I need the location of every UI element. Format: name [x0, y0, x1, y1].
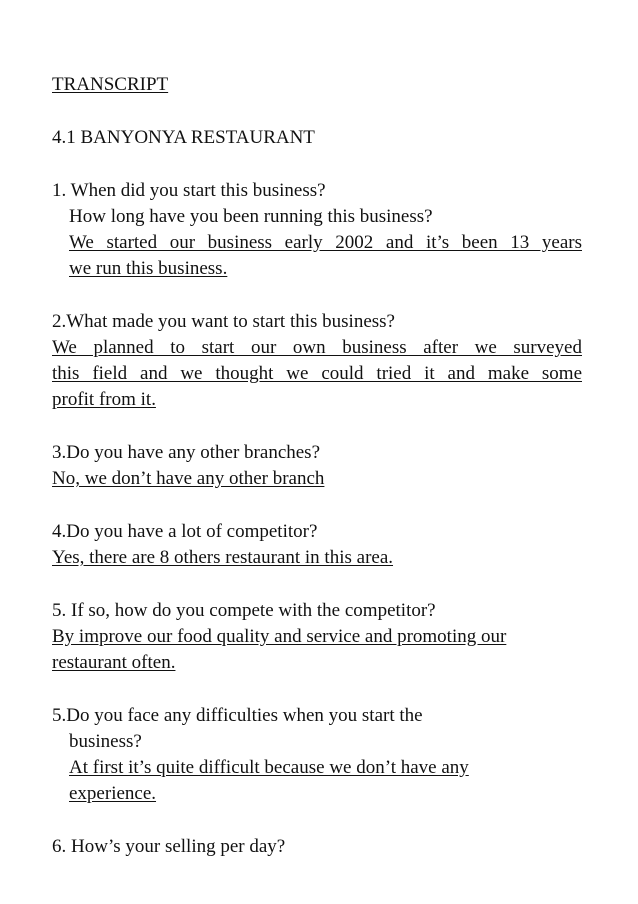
qa-block-2	[52, 309, 582, 413]
qa-block-4	[52, 519, 582, 571]
answer-text: We started our business early 2002 and it’s been 13 years	[69, 232, 582, 253]
answer-text: At first it’s quite difficult because we don’t have any	[69, 757, 469, 778]
transcript-page	[52, 72, 582, 860]
answer-line	[52, 650, 582, 676]
answer-line	[52, 545, 582, 571]
answer-line	[52, 230, 582, 256]
answer-line	[52, 755, 582, 781]
question-line: 2.What made you want to start this business?	[52, 311, 395, 332]
answer-line	[52, 387, 582, 413]
answer-text: we run this business.	[69, 258, 228, 279]
answer-line	[52, 466, 582, 492]
answer-text: profit from it.	[52, 389, 156, 410]
answer-text: restaurant often.	[52, 652, 176, 673]
question-line: 6. How’s your selling per day?	[52, 836, 286, 857]
answer-text: By improve our food quality and service and promoting our	[52, 626, 507, 647]
answer-text: No, we don’t have any other branch	[52, 468, 325, 489]
transcript-heading: TRANSCRIPT	[52, 74, 169, 95]
question-line: 1. When did you start this business?	[52, 180, 326, 201]
question-line: How long have you been running this business?	[69, 206, 433, 227]
answer-line: We planned to start our own business after we surveyed	[52, 337, 582, 358]
answer-line: this field and we thought we could tried it and make some	[52, 363, 582, 384]
question-line: 4.Do you have a lot of competitor?	[52, 521, 318, 542]
qa-block-1	[52, 178, 582, 282]
answer-text: experience.	[69, 783, 157, 804]
answer-line	[52, 624, 582, 650]
question-line: 5.Do you face any difficulties when you start the	[52, 705, 423, 726]
section-title: 4.1 BANYONYA RESTAURANT	[52, 127, 315, 148]
answer-text: Yes, there are 8 others restaurant in this area.	[52, 547, 394, 568]
answer-line	[52, 256, 582, 282]
question-line: 5. If so, how do you compete with the competitor?	[52, 600, 436, 621]
qa-block-6	[52, 703, 582, 807]
qa-block-5	[52, 598, 582, 676]
qa-block-3	[52, 440, 582, 492]
answer-line	[52, 781, 582, 807]
question-line: business?	[69, 731, 142, 752]
qa-block-7	[52, 834, 582, 860]
question-line: 3.Do you have any other branches?	[52, 442, 321, 463]
